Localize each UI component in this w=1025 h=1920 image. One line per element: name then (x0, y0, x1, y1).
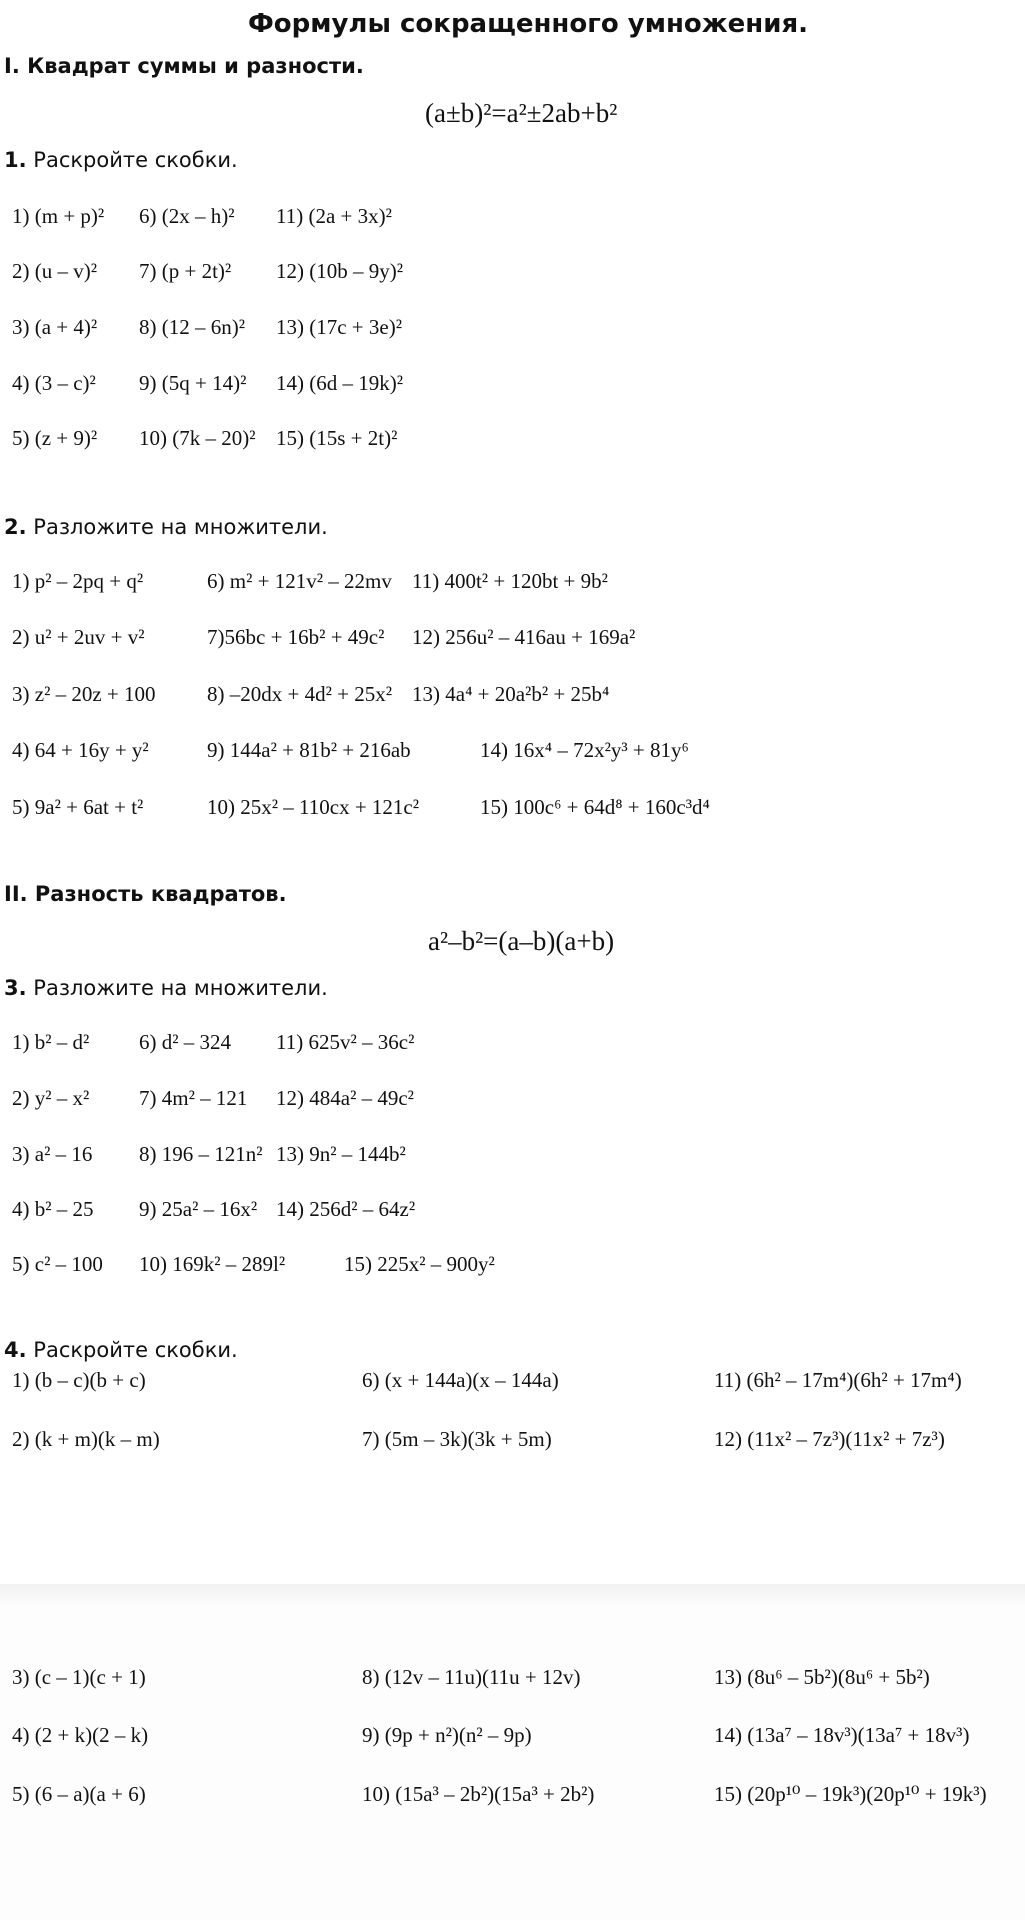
task2-item: 6) m² + 121v² – 22mv (207, 569, 392, 593)
task4-item: 5) (6 – a)(a + 6) (12, 1782, 146, 1806)
section2-formula: a²–b²=(a–b)(a+b) (428, 926, 615, 956)
task3-item: 11) 625v² – 36c² (276, 1030, 415, 1054)
task3-heading (4, 976, 328, 1000)
section2-heading: II. Разность квадратов. (4, 882, 287, 906)
task3-item: 10) 169k² – 289l² (139, 1252, 286, 1276)
lower-page (0, 1604, 1025, 1920)
task1-item: 5) (z + 9)² (12, 426, 98, 450)
task2-item: 13) 4a⁴ + 20a²b² + 25b⁴ (412, 682, 610, 706)
task1-item: 7) (p + 2t)² (139, 259, 232, 283)
task4-item: 4) (2 + k)(2 – k) (12, 1723, 149, 1747)
task1-item: 8) (12 – 6n)² (139, 315, 246, 339)
task4-item: 10) (15a³ – 2b²)(15a³ + 2b²) (362, 1782, 595, 1806)
task1-item: 6) (2x – h)² (139, 204, 235, 228)
task1-text: Раскройте скобки. (33, 148, 238, 172)
task1-number: 1. (4, 148, 27, 172)
task4-item: 15) (20p¹⁰ – 19k³)(20p¹⁰ + 19k³) (714, 1782, 987, 1806)
task4-item: 9) (9p + n²)(n² – 9p) (362, 1723, 532, 1747)
task4-number: 4. (4, 1338, 27, 1362)
task2-item: 2) u² + 2uv + v² (12, 625, 145, 649)
task3-text: Разложите на множители. (33, 976, 328, 1000)
task3-item: 6) d² – 324 (139, 1030, 232, 1054)
task3-item: 13) 9n² – 144b² (276, 1142, 406, 1166)
task2-item: 5) 9a² + 6at + t² (12, 795, 144, 819)
task3-item: 7) 4m² – 121 (139, 1086, 248, 1110)
section1-heading: I. Квадрат суммы и разности. (4, 54, 364, 78)
task4-item: 2) (k + m)(k – m) (12, 1427, 160, 1451)
task1-item: 9) (5q + 14)² (139, 371, 247, 395)
task3-item: 4) b² – 25 (12, 1197, 94, 1221)
task3-item: 1) b² – d² (12, 1030, 90, 1054)
task4-item: 1) (b – c)(b + c) (12, 1368, 146, 1392)
section1-formula: (a±b)²=a²±2ab+b² (425, 98, 618, 128)
task2-item: 14) 16x⁴ – 72x²y³ + 81y⁶ (480, 738, 689, 762)
task3-item: 14) 256d² – 64z² (276, 1197, 416, 1221)
task4-item: 3) (c – 1)(c + 1) (12, 1665, 146, 1689)
task4-item: 12) (11x² – 7z³)(11x² + 7z³) (714, 1427, 945, 1451)
task2-item: 10) 25x² – 110cx + 121c² (207, 795, 420, 819)
task4-heading (4, 1338, 238, 1362)
task4-text: Раскройте скобки. (33, 1338, 238, 1362)
task1-item: 11) (2a + 3x)² (276, 204, 392, 228)
task4-item: 11) (6h² – 17m⁴)(6h² + 17m⁴) (714, 1368, 962, 1392)
task1-item: 4) (3 – c)² (12, 371, 96, 395)
task2-item: 15) 100c⁶ + 64d⁸ + 160c³d⁴ (480, 795, 710, 819)
task3-item: 3) a² – 16 (12, 1142, 93, 1166)
task1-item: 10) (7k – 20)² (139, 426, 256, 450)
task1-item: 3) (a + 4)² (12, 315, 98, 339)
task4-item: 14) (13a⁷ – 18v³)(13a⁷ + 18v³) (714, 1723, 970, 1747)
task1-item: 1) (m + p)² (12, 204, 105, 228)
task3-item: 5) c² – 100 (12, 1252, 103, 1276)
task3-item: 9) 25a² – 16x² (139, 1197, 258, 1221)
task2-item: 12) 256u² – 416au + 169a² (412, 625, 636, 649)
task2-text: Разложите на множители. (33, 515, 328, 539)
task4-item: 6) (x + 144a)(x – 144a) (362, 1368, 559, 1392)
page-title: Формулы сокращенного умножения. (247, 9, 809, 39)
task1-item: 2) (u – v)² (12, 259, 98, 283)
task2-item: 8) –20dx + 4d² + 25x² (207, 682, 393, 706)
task3-item: 12) 484a² – 49c² (276, 1086, 414, 1110)
task1-item: 13) (17c + 3e)² (276, 315, 403, 339)
task3-item: 8) 196 – 121n² (139, 1142, 263, 1166)
page-break-band (0, 1584, 1025, 1604)
task1-heading (4, 148, 238, 172)
task2-item: 3) z² – 20z + 100 (12, 682, 156, 706)
task4-item: 7) (5m – 3k)(3k + 5m) (362, 1427, 552, 1451)
task2-item: 11) 400t² + 120bt + 9b² (412, 569, 608, 593)
task2-item: 1) p² – 2pq + q² (12, 569, 144, 593)
task3-item: 2) y² – x² (12, 1086, 90, 1110)
task2-item: 4) 64 + 16y + y² (12, 738, 149, 762)
task2-number: 2. (4, 515, 27, 539)
task4-item: 8) (12v – 11u)(11u + 12v) (362, 1665, 581, 1689)
task1-item: 15) (15s + 2t)² (276, 426, 398, 450)
task2-heading (4, 515, 328, 539)
task3-number: 3. (4, 976, 27, 1000)
task3-item: 15) 225x² – 900y² (344, 1252, 495, 1276)
task2-item: 7)56bc + 16b² + 49c² (207, 625, 385, 649)
task1-item: 12) (10b – 9y)² (276, 259, 404, 283)
task1-item: 14) (6d – 19k)² (276, 371, 404, 395)
task2-item: 9) 144a² + 81b² + 216ab (207, 738, 411, 762)
task4-item: 13) (8u⁶ – 5b²)(8u⁶ + 5b²) (714, 1665, 930, 1689)
